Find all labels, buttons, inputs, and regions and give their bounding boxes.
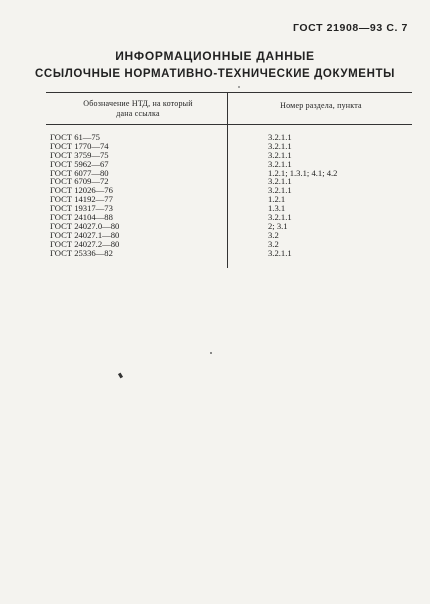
scan-speck — [238, 86, 240, 88]
document-cell: ГОСТ 25336—82 — [50, 247, 113, 258]
document-cell: ГОСТ 5962—67 — [50, 158, 109, 169]
document-cell: ГОСТ 61—75 — [50, 132, 100, 142]
section-cell: 3.2.1.1 — [268, 149, 292, 160]
document-cell: ГОСТ 24027.0—80 — [50, 220, 120, 231]
document-cell: ГОСТ 24027.2—80 — [50, 238, 120, 249]
column-header-document — [52, 99, 224, 119]
column-header-section: Номер раздела, пункта — [280, 101, 362, 110]
section-cell: 3.2.1.1 — [268, 212, 292, 223]
column-header-document-line1: Обозначение НТД, на который — [83, 99, 193, 108]
scan-speck — [118, 373, 123, 379]
section-cell: 3.2.1.1 — [268, 158, 292, 169]
document-cell: ГОСТ 14192—77 — [50, 194, 113, 205]
section-cell: 3.2.1.1 — [268, 247, 292, 258]
document-cell: ГОСТ 1770—74 — [50, 140, 109, 151]
section-cell: 3.2.1.1 — [268, 132, 292, 142]
document-cell: ГОСТ 6077—80 — [50, 167, 109, 178]
table-header-rule — [46, 124, 412, 125]
section-cell: 1.2.1 — [268, 194, 286, 205]
page-header-reference: ГОСТ 21908—93 С. 7 — [293, 22, 408, 34]
table-row — [50, 249, 410, 258]
document-cell: ГОСТ 24104—88 — [50, 212, 113, 223]
section-cell: 1.2.1; 1.3.1; 4.1; 4.2 — [268, 167, 338, 178]
document-cell: ГОСТ 12026—76 — [50, 185, 113, 196]
document-cell: ГОСТ 24027.1—80 — [50, 229, 120, 240]
table-body — [50, 133, 410, 257]
section-title: ИНФОРМАЦИОННЫЕ ДАННЫЕ — [115, 49, 315, 63]
section-cell: 3.2.1.1 — [268, 140, 292, 151]
document-cell: ГОСТ 6709—72 — [50, 176, 109, 187]
section-cell: 3.2.1.1 — [268, 185, 292, 196]
section-cell: 3.2 — [268, 238, 279, 249]
section-subtitle: ССЫЛОЧНЫЕ НОРМАТИВНО-ТЕХНИЧЕСКИЕ ДОКУМЕНТЫ — [35, 68, 395, 80]
section-cell: 3.2.1.1 — [268, 176, 292, 187]
scan-speck — [210, 352, 212, 354]
section-cell: 1.3.1 — [268, 203, 286, 214]
section-cell: 2; 3.1 — [268, 220, 288, 231]
document-cell: ГОСТ 3759—75 — [50, 149, 109, 160]
table-top-rule — [46, 92, 412, 93]
column-header-document-line2: дана ссылка — [116, 109, 160, 118]
document-cell: ГОСТ 19317—73 — [50, 203, 113, 214]
section-cell: 3.2 — [268, 229, 279, 240]
